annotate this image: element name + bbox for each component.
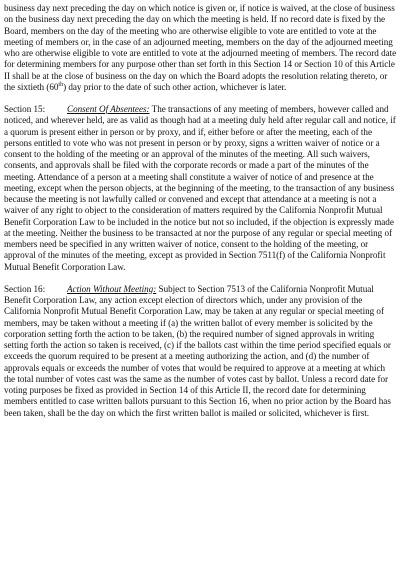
- section-body: The transactions of any meeting of members, however called and noticed, and wherever held, are as valid as though had at a meeting duly held after regular call and notice, if a quorum is present either in person or by proxy, and if, either before or after the meeting, each of the persons entitled to vote who was not present in person or by proxy, signs a written waiver of notice or a consent to the holding of the meeting or an approval of the minutes of the meeting. All such waivers, consents, and approvals shall be filed with the corporate records or made a part of the minutes of the meeting. Attendance of a person at a meeting shall constitute a waiver of notice of and presence at the meeting, except when the person objects, at the beginning of the meeting, to the transaction of any business because the meeting is not lawfully called or convened and except that attendance at a meeting is not a waiver of any right to object to the consideration of matters required by the California Nonprofit Mutual Benefit Corporation Law to be included in the notice but not so included, if the objection is expressly made at the meeting. Neither the business to be transacted at nor the purpose of any regular or special meeting of members need be specified in any written waiver of notice, consent to the holding of the meeting, or approval of the minutes of the meeting, except as provided in Section 7511(f) of the California Nonprofit Mutual Benefit Corporation Law.: [4, 104, 396, 272]
- section-15-consent-of-absentees: [4, 104, 398, 273]
- superscript-th: th: [58, 81, 64, 88]
- section-number: Section 15:: [4, 104, 46, 114]
- section-title: Action Without Meeting:: [67, 283, 157, 294]
- section-title: Consent Of Absentees:: [67, 104, 150, 114]
- section-16-action-without-meeting: [4, 284, 398, 419]
- paragraph-record-date-continuation: [4, 3, 398, 93]
- section-body: Subject to Section 7513 of the California Nonprofit Mutual Benefit Corporation Law, any action except election of directors which, under any provision of the California Nonprofit Mutual Benefit Corporation Law, may be taken at any regular or special meeting of members, may be taken without a meeting if (a) the written ballot of every member is solicited by the corporation setting forth the action to be taken, (b) the required number of signed approvals in writing setting forth the action so taken is received, (c) if the ballots cast within the time period specified equals or exceeds the quorum required to be present at a meeting authorizing the action, and (d) the number of approvals equals or exceeds the number of votes that would be required to approve at a meeting at which the total number of votes cast was the same as the number of votes cast by ballot. Unless a record date for voting purposes be fixed as provided in Section 14 of this Article II, the record date for determining members entitled to case written ballots pursuant to this Section 16, when no prior action by the Board has been taken, shall be the day on which the first written ballot is mailed or solicited, whichever is first.: [4, 283, 391, 418]
- paragraph-text: business day next preceding the day on which notice is given or, if notice is waived, at the close of business on the business day next preceding the day on which the meeting is held. If no record date is fixed by the Board, members on the day of the meeting who are otherwise eligible to vote are entitled to vote at the meeting of members or, in the case of an adjourned meeting, members on the day of the adjourned meeting who are otherwise eligible to vote are entitled to vote at the adjourned meeting of members. The record date for determining members for any purpose other than set forth in this Section 14 or Section 10 of this Article II shall be at the close of business on the day on which the Board adopts the resolution relating thereto, or the sixtieth (60: [4, 3, 397, 92]
- section-number: Section 16:: [4, 283, 46, 294]
- paragraph-text-end: ) day prior to the date of such other action, whichever is later.: [63, 81, 287, 92]
